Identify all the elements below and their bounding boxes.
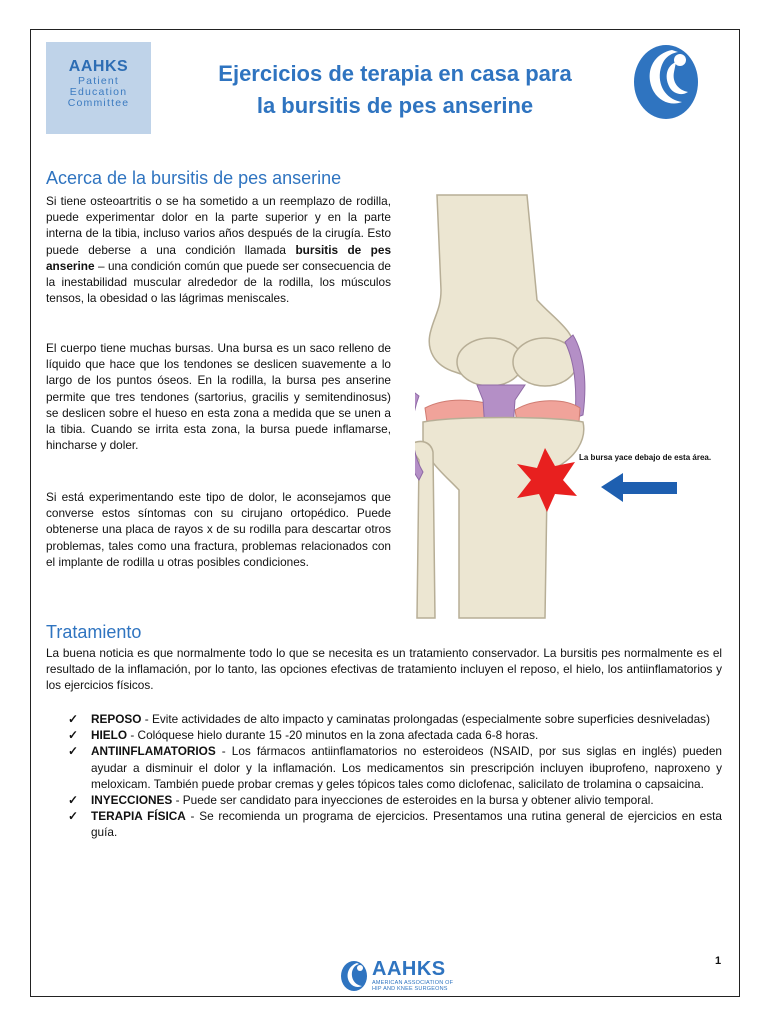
page-title <box>170 58 620 122</box>
title-line-2: la bursitis de pes anserine <box>256 93 534 118</box>
treatment-item-inyecciones <box>68 792 722 808</box>
checkmark-icon: ✓ <box>68 744 79 759</box>
tibia-shape <box>423 418 584 619</box>
logo-line-2: Education <box>69 86 128 98</box>
treatment-item-reposo <box>68 711 722 727</box>
treatment-item-text: - Colóquese hielo durante 15 -20 minutos en la zona afectada cada 6-8 horas. <box>127 728 539 743</box>
footer-logo-subtitle <box>372 980 453 992</box>
logo-brand: AAHKS <box>68 58 129 75</box>
treatment-intro: La buena noticia es que normalmente todo lo que se necesita es un tratamiento conservador. La bursitis pes normalmente es el resultado de la inflamación, por lo tanto, las opciones efectivas de tratamiento incluyen el reposo, el hielo, los antiinflamatorios y los ejercicios físicos. <box>46 646 722 693</box>
logo-line-3: Committee <box>67 97 130 109</box>
p1-text-after: – una condición común que puede ser consecuencia de la inestabilidad muscular alrededor de la rodilla, los músculos tensos, la obesidad o las lágrimas meniscales. <box>46 258 391 306</box>
checkmark-icon: ✓ <box>68 728 79 743</box>
pointer-arrow-icon <box>601 473 677 502</box>
treatment-item-terapia-fisica <box>68 808 722 840</box>
footer-logo-sub-line-1: AMERICAN ASSOCIATION OF <box>372 980 454 986</box>
checkmark-icon: ✓ <box>68 712 79 726</box>
aahks-patient-education-logo <box>46 42 151 134</box>
knee-anatomy-illustration <box>415 190 745 620</box>
footer-logo-sub-line-2: HIP AND KNEE SURGEONS <box>372 986 448 992</box>
treatment-item-text: - Evite actividades de alto impacto y caminatas prolongadas (especialmente sobre superficies desniveladas) <box>141 712 710 726</box>
treatment-item-text: - Los fármacos antiinflamatorios no esteroideos (NSAID, por sus siglas en inglés) pueden ayudar a disminuir el dolor y la inflamación. Los medicamentos sin prescripción incluyen ibuprofeno, naproxeno y meloxicam. También puede probar cremas y geles tópicos tales como diclofenac, salicilato de trolamina o capsaicina. <box>91 744 722 791</box>
footer-aahks-logo <box>340 958 470 994</box>
treatment-item-text: - Puede ser candidato para inyecciones de esteroides en la bursa y obtener alivio temporal. <box>172 793 654 808</box>
illustration-annotation: La bursa yace debajo de esta área. <box>579 453 712 462</box>
page-number: 1 <box>715 955 722 967</box>
treatment-heading: Tratamiento <box>46 622 142 642</box>
p1-bold-term: bursitis de pes anserine <box>46 242 392 273</box>
footer-emblem-icon <box>340 958 368 992</box>
treatment-item-hielo <box>68 727 722 743</box>
footer-logo-name: AAHKS <box>372 958 446 980</box>
about-paragraph-1 <box>46 193 391 306</box>
treatment-item-label: INYECCIONES <box>91 793 173 808</box>
treatment-item-antiinflamatorios <box>68 743 722 792</box>
treatment-item-label: ANTIINFLAMATORIOS <box>91 744 216 759</box>
checkmark-icon: ✓ <box>68 809 79 824</box>
treatment-item-text: - Se recomienda un programa de ejercicios. Presentamos una rutina general de ejercicios en esta guía. <box>91 809 722 840</box>
title-line-1: Ejercicios de terapia en casa para <box>218 61 572 86</box>
treatment-item-label: REPOSO <box>91 712 142 726</box>
checkmark-icon: ✓ <box>68 793 79 808</box>
aahks-emblem-icon <box>632 40 700 120</box>
p1-text-before: Si tiene osteoartritis o se ha sometido a un reemplazo de rodilla, puede experimentar dolor en la parte superior y en la parte interna de la tibia, incluso varios años después de la cirugía. Esto puede deberse a una condición llamada <box>46 194 391 257</box>
about-heading: Acerca de la bursitis de pes anserine <box>46 168 342 188</box>
treatment-list <box>68 711 722 841</box>
logo-line-1: Patient <box>77 75 120 87</box>
about-paragraph-2: El cuerpo tiene muchas bursas. Una bursa es un saco relleno de líquido que hace que los tendones se deslicen suavemente a lo largo de los puntos óseos. En la rodilla, la bursa pes anserine permite que tres tendones (sartorius, gracilis y semitendinosus) se deslicen sobre el hueso en esta zona a medida que se unen a la tibia. Cuando se irrita esta zona, la bursa puede inflamarse, hincharse y doler. <box>46 341 391 453</box>
treatment-item-label: HIELO <box>91 728 128 743</box>
about-paragraph-3: Si está experimentando este tipo de dolor, le aconsejamos que converse estos síntomas con su cirujano ortopédico. Puede obtenerse una placa de rayos x de su rodilla para descartar otros problemas, tales como una fractura, problemas relacionados con el implante de rodilla u otras posibles condiciones. <box>46 490 391 569</box>
treatment-item-label: TERAPIA FÍSICA <box>91 809 186 824</box>
